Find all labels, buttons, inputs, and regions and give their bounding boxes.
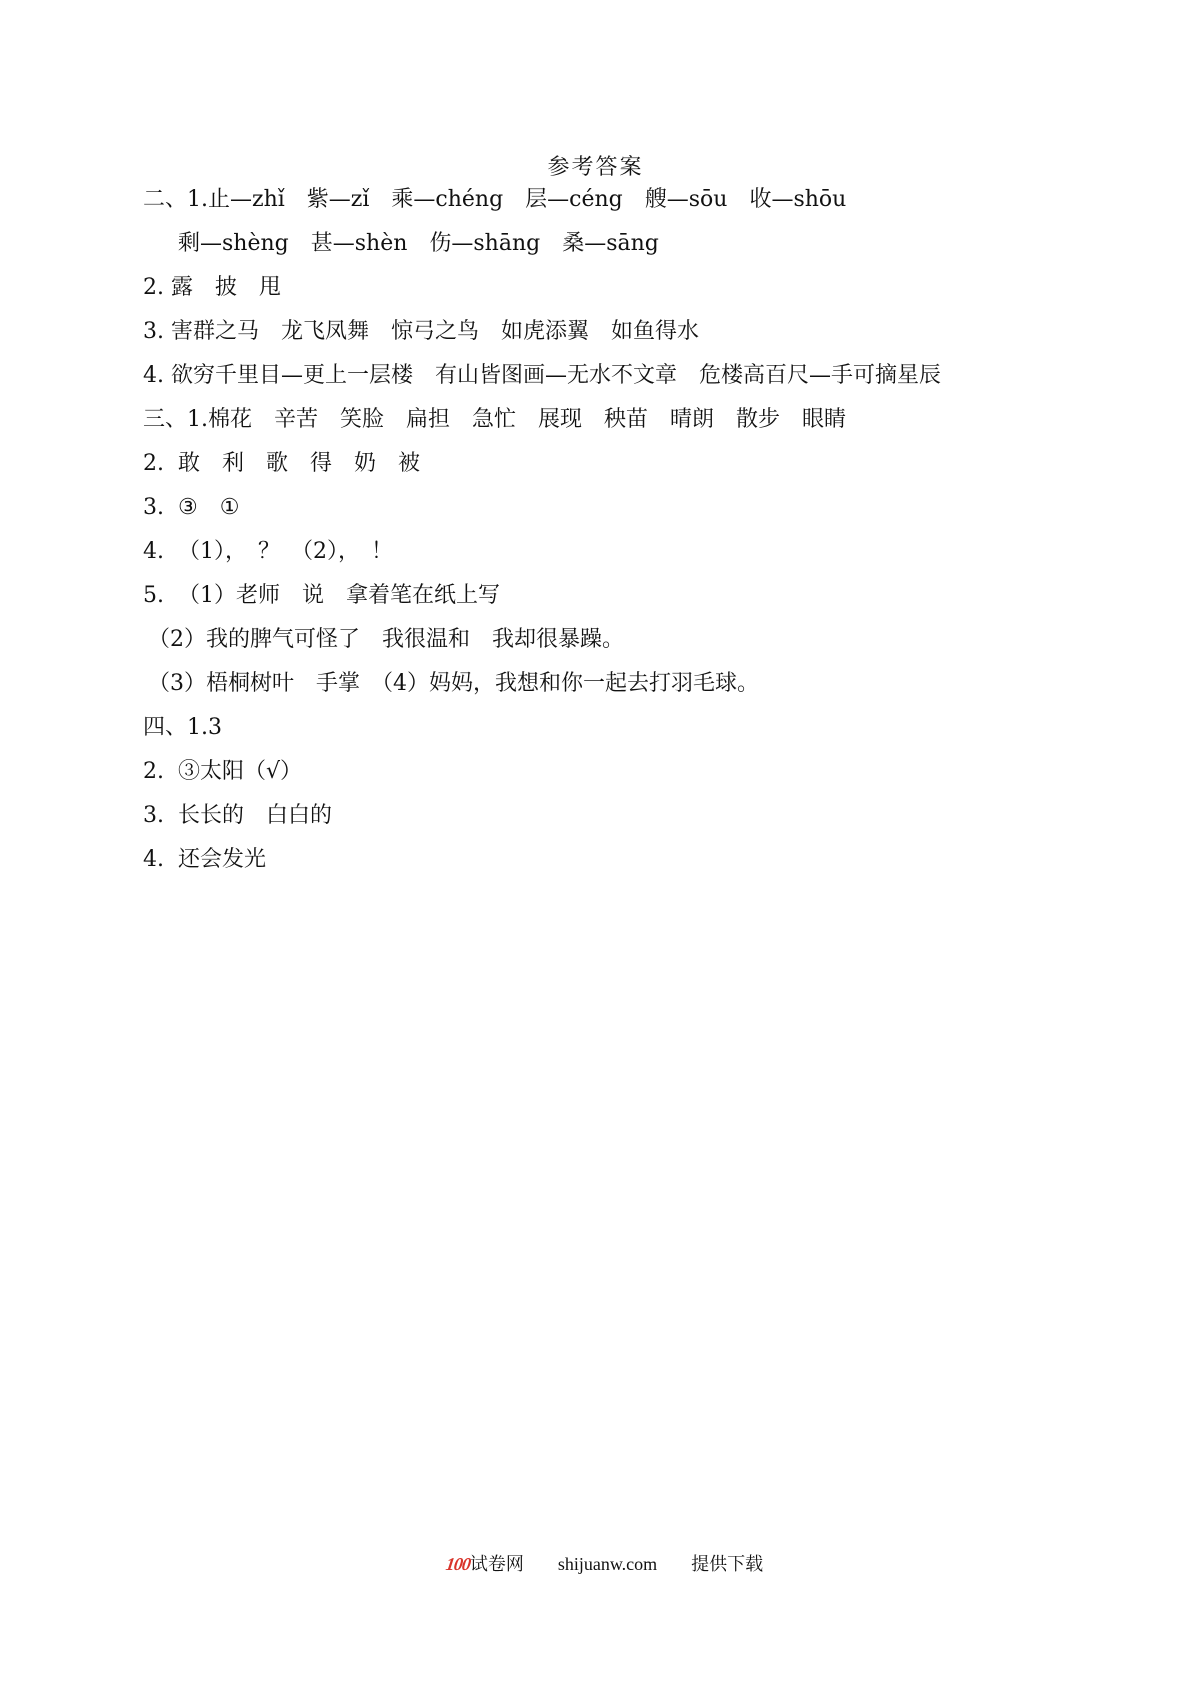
site-logo: 100 xyxy=(444,1554,472,1574)
page-footer xyxy=(0,1522,1191,1606)
answer-line-4-3: 3. 长长的 白白的 xyxy=(143,803,332,828)
download-note: 提供下载 xyxy=(691,1554,764,1574)
answer-line-2-1: 二、1.止—zhǐ 紫—zǐ 乘—chéng 层—céng 艘—sōu 收—shōu xyxy=(143,187,847,212)
answer-line-2-1-cont: 剩—shèng 甚—shèn 伤—shāng 桑—sāng xyxy=(178,231,659,256)
site-logo-text: 试卷网 xyxy=(469,1554,524,1574)
answer-line-2-3: 3. 害群之马 龙飞凤舞 惊弓之鸟 如虎添翼 如鱼得水 xyxy=(143,319,699,344)
answer-line-3-1: 三、1.棉花 辛苦 笑脸 扁担 急忙 展现 秧苗 晴朗 散步 眼睛 xyxy=(143,407,846,432)
answer-line-3-5-2: （2）我的脾气可怪了 我很温和 我却很暴躁。 xyxy=(148,627,624,652)
answer-line-3-5-3: （3）梧桐树叶 手掌 （4）妈妈，我想和你一起去打羽毛球。 xyxy=(148,671,759,696)
answer-line-3-3: 3. ③ ① xyxy=(143,495,240,520)
answer-line-3-2: 2. 敢 利 歌 得 奶 被 xyxy=(143,451,420,476)
answer-line-3-5: 5. （1）老师 说 拿着笔在纸上写 xyxy=(143,583,500,608)
answer-line-2-2: 2. 露 披 甩 xyxy=(143,275,281,300)
site-url: shijuanw.com xyxy=(557,1554,658,1574)
page-title: 参考答案 xyxy=(547,155,644,180)
answer-line-4-1: 四、1.3 xyxy=(143,715,222,740)
answer-line-3-4: 4. （1）， ？ （2）， ！ xyxy=(143,539,393,564)
answer-line-4-4: 4. 还会发光 xyxy=(143,847,266,872)
answer-line-2-4: 4. 欲穷千里目—更上一层楼 有山皆图画—无水不文章 危楼高百尺—手可摘星辰 xyxy=(143,363,941,388)
answer-line-4-2: 2. ③太阳（√） xyxy=(143,759,302,784)
